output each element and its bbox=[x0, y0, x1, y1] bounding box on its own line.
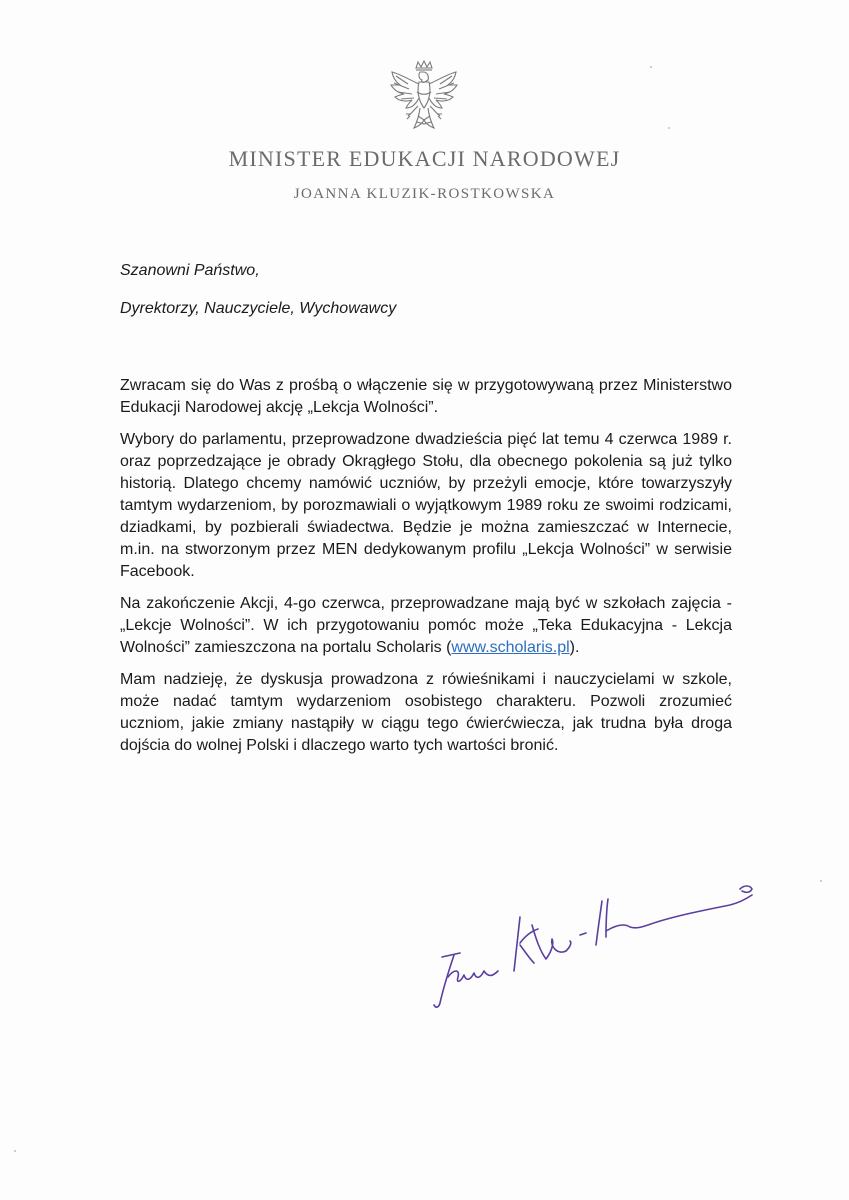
paragraph-1: Zwracam się do Was z prośbą o włączenie się w przygotowywaną przez Ministerstwo Edukacji Narodowej akcję „Lekcja Wolności”. bbox=[120, 377, 732, 416]
salutation: Szanowni Państwo, bbox=[120, 262, 260, 279]
letter-body bbox=[120, 375, 732, 767]
scan-speck bbox=[820, 880, 822, 882]
paragraph-3-end: ). bbox=[569, 639, 580, 656]
ministry-title: MINISTER EDUKACJI NARODOWEJ bbox=[228, 146, 621, 171]
paragraph-3-text: Na zakończenie Akcji, 4-go czerwca, przeprowadzane mają być w szkołach zajęcia - „Lekcje Wolności”. W ich przygotowaniu pomóc może „Teka Edukacyjna - Lekcja Wolności” zamieszczona na portalu Scholaris ( bbox=[120, 595, 732, 656]
paragraph-4: Mam nadzieję, że dyskusja prowadzona z rówieśnikami i nauczycielami w szkole, może nadać tamtym wydarzeniom osobistego charakteru. Pozwoli zrozumieć uczniom, jakie zmiany nastąpiły w ciągu tego ćwierćwiecza, jak trudna była droga dojścia do wolnej Polski i dlaczego warto tych wartości bronić. bbox=[120, 671, 732, 754]
paragraph-2: Wybory do parlamentu, przeprowadzone dwadzieścia pięć lat temu 4 czerwca 1989 r. oraz poprzedzające je obrady Okrągłego Stołu, dla obecnego pokolenia są już tylko historią. Dlatego chcemy namówić uczniów, by przeżyli emocje, które towarzyszyły tamtym wydarzeniom, by porozmawiali o wyjątkowym 1989 roku ze swoimi rodzicami, dziadkami, by pozbierali świadectwa. Będzie je można zamieszczać w Internecie, m.in. na stworzonym przez MEN dedykowanym profilu „Lekcja Wolności” w serwisie Facebook. bbox=[120, 431, 732, 580]
scan-speck bbox=[650, 66, 652, 68]
handwritten-signature-icon bbox=[420, 855, 760, 1025]
minister-name: JOANNA KLUZIK-ROSTKOWSKA bbox=[293, 186, 556, 202]
addressees: Dyrektorzy, Nauczyciele, Wychowawcy bbox=[120, 300, 397, 317]
scan-speck bbox=[668, 127, 670, 129]
paragraph-3 bbox=[120, 593, 732, 659]
polish-eagle-emblem-icon bbox=[384, 58, 464, 142]
scan-speck bbox=[14, 1150, 16, 1152]
scholaris-link[interactable]: www.scholaris.pl bbox=[451, 639, 570, 656]
